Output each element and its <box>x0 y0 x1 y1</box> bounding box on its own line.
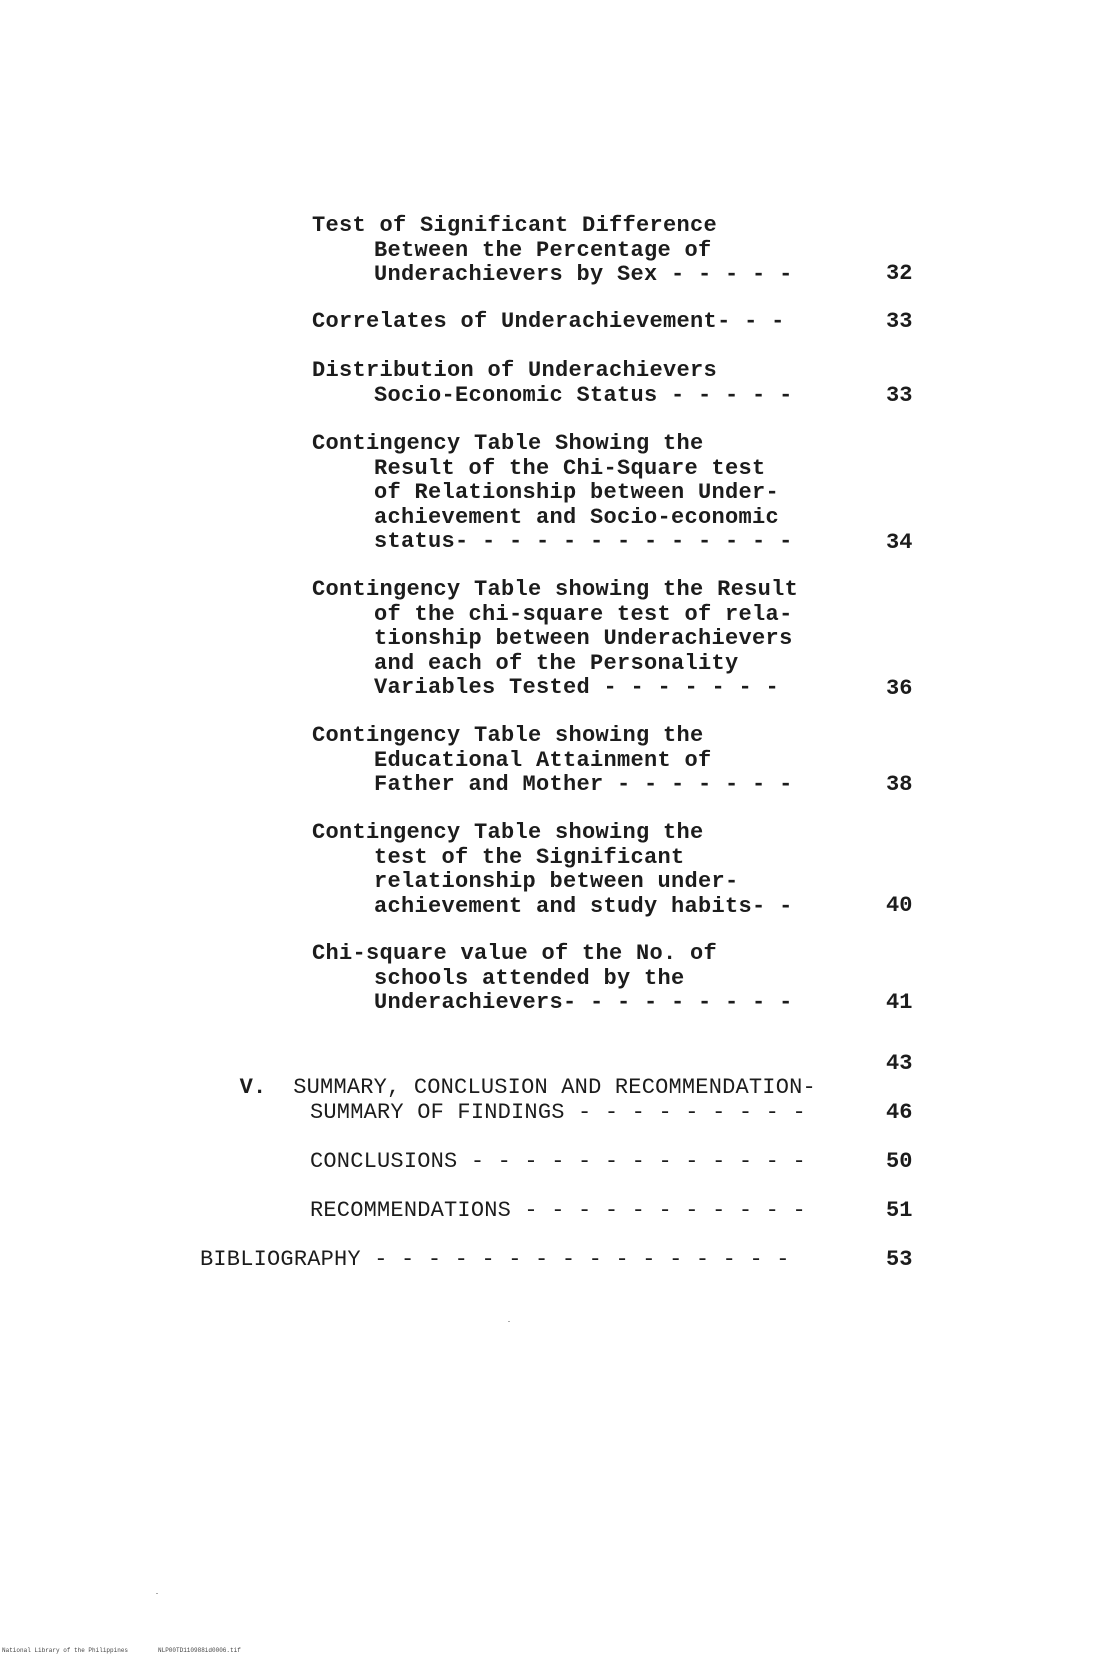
chapter-number: V. <box>239 1075 267 1100</box>
entry-line: achievement and study habits- - <box>374 893 793 919</box>
entry-line: Underachievers by Sex - - - - - <box>374 262 793 287</box>
subsection-conclusions: CONCLUSIONS - - - - - - - - - - - - - <box>310 1149 806 1174</box>
page-number: 51 <box>886 1198 913 1223</box>
entry-line: Educational Attainment of <box>374 747 712 773</box>
entry-line: Father and Mother - - - - - - - <box>374 772 793 797</box>
entry-line: Contingency Table showing the Result <box>312 577 799 602</box>
entry-line: Contingency Table showing the <box>312 723 704 748</box>
entry-line: Socio-Economic Status - - - - - <box>374 382 793 408</box>
bibliography-entry: BIBLIOGRAPHY - - - - - - - - - - - - - - - - <box>200 1247 790 1272</box>
scan-speck <box>156 1593 158 1594</box>
footer-library-name: National Library of the Philippines <box>2 1647 129 1654</box>
toc-entry <box>312 359 793 408</box>
entry-line: of the chi-square test of rela- <box>374 601 793 627</box>
entry-line: Variables Tested - - - - - - - <box>374 675 780 700</box>
entry-line: tionship between Underachievers <box>374 626 793 651</box>
page-number: 34 <box>886 530 913 555</box>
page-number: 36 <box>886 676 913 701</box>
chapter-title: SUMMARY, CONCLUSION AND RECOMMENDATION- <box>293 1075 816 1100</box>
subsection-summary-of-findings: SUMMARY OF FINDINGS - - - - - - - - - <box>310 1100 806 1125</box>
entry-line: Test of Significant Difference <box>312 213 718 238</box>
entry-line: Result of the Chi-Square test <box>374 455 766 481</box>
toc-entry <box>312 432 793 555</box>
entry-line: test of the Significant <box>374 844 685 870</box>
entry-line: achievement and Socio-economic <box>374 504 780 530</box>
entry-line: schools attended by the <box>374 965 685 991</box>
entry-line: relationship between under- <box>374 869 739 894</box>
entry-line: status- - - - - - - - - - - - - <box>374 529 793 554</box>
page-number: 46 <box>886 1100 913 1125</box>
toc-entry <box>312 821 793 919</box>
page-number: 32 <box>886 261 913 286</box>
page-number: 43 <box>886 1051 913 1076</box>
page-number: 53 <box>886 1247 913 1272</box>
entry-line: of Relationship between Under- <box>374 480 780 505</box>
page-number: 33 <box>886 309 913 334</box>
entry-line: Chi-square value of the No. of <box>312 941 718 966</box>
toc-entry <box>312 578 798 701</box>
toc-entry <box>312 942 793 1016</box>
toc-entry <box>312 310 785 335</box>
entry-line: Distribution of Underachievers <box>312 358 718 383</box>
page-number: 50 <box>886 1149 913 1174</box>
page-number: 40 <box>886 893 913 918</box>
entry-line: Contingency Table Showing the <box>312 431 704 456</box>
subsection-recommendations: RECOMMENDATIONS - - - - - - - - - - - <box>310 1198 806 1223</box>
footer-file-id: NLP00TD110988id0006.tif <box>158 1647 241 1654</box>
page-number: 38 <box>886 772 913 797</box>
entry-line: Contingency Table showing the <box>312 820 704 845</box>
entry-line: Underachievers- - - - - - - - - <box>374 990 793 1015</box>
entry-line: and each of the Personality <box>374 650 739 676</box>
toc-entry <box>312 724 793 798</box>
page-number: 33 <box>886 383 913 408</box>
entry-line: Correlates of Underachievement- - - <box>312 309 785 334</box>
page-number: 41 <box>886 990 913 1015</box>
entry-line: Between the Percentage of <box>374 237 712 263</box>
scan-speck <box>508 1321 510 1322</box>
toc-entry <box>312 214 793 288</box>
